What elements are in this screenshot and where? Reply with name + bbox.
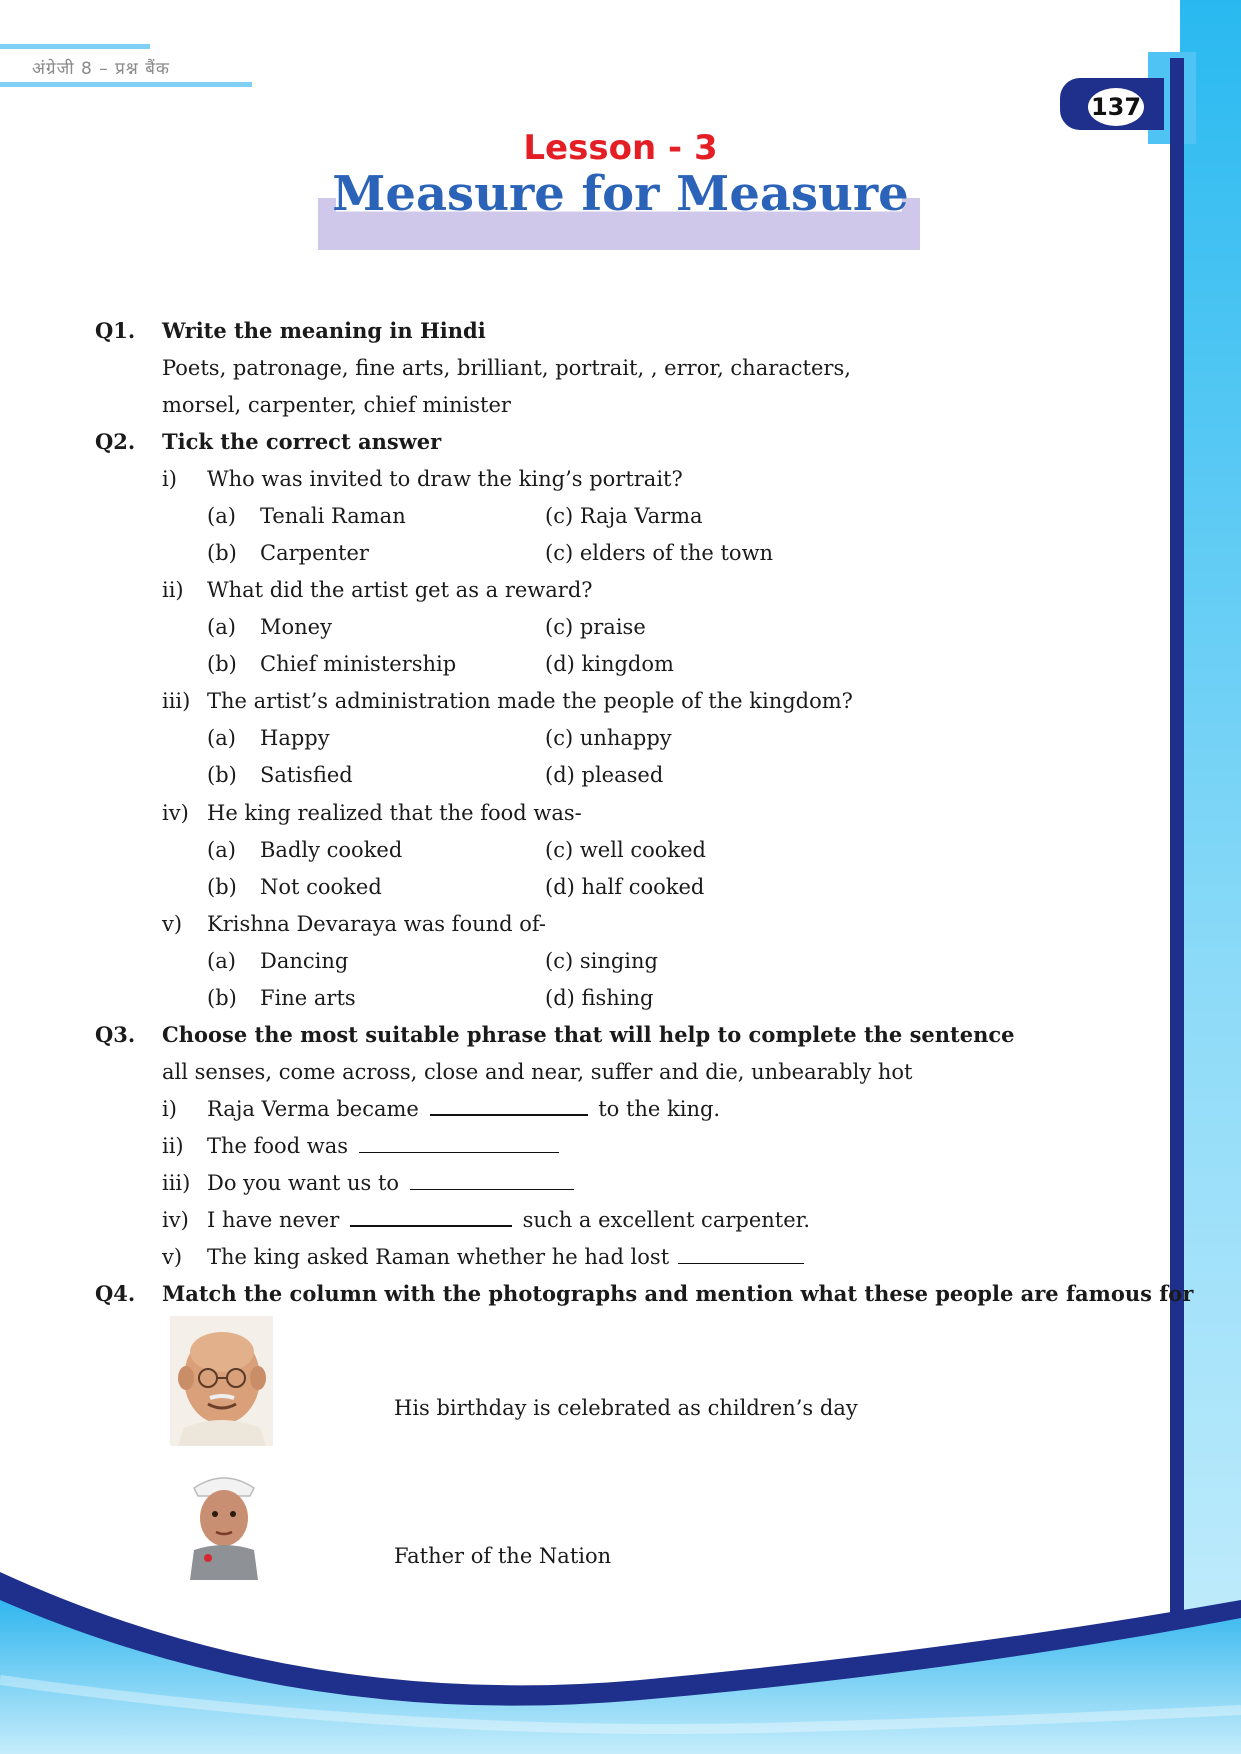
page-number: 137	[1088, 88, 1144, 126]
option-label: (b)	[207, 986, 237, 1010]
q3-item-number: iv)	[162, 1208, 189, 1232]
option-b[interactable]: Chief ministership	[260, 652, 457, 676]
option-c[interactable]: (c) unhappy	[545, 726, 672, 750]
option-d[interactable]: (d) half cooked	[545, 875, 705, 899]
option-d[interactable]: (c) elders of the town	[545, 541, 774, 565]
match-description-1: His birthday is celebrated as children’s day	[394, 1396, 858, 1420]
answer-blank[interactable]	[678, 1245, 804, 1264]
q2-item-question: He king realized that the food was-	[207, 801, 582, 825]
bottom-wave-decoration	[0, 1560, 1241, 1754]
sentence-start: I have never	[207, 1208, 340, 1232]
q3-item-sentence	[207, 1206, 810, 1234]
q3-item-number: iii)	[162, 1171, 191, 1195]
q3-item-sentence	[207, 1243, 804, 1271]
sentence-start: The food was	[207, 1134, 349, 1158]
option-a[interactable]: Happy	[260, 726, 330, 750]
q3-item-sentence	[207, 1095, 720, 1123]
option-label: (b)	[207, 875, 237, 899]
option-label: (a)	[207, 504, 236, 528]
option-a[interactable]: Money	[260, 615, 332, 639]
option-label: (a)	[207, 615, 236, 639]
header-rule-top	[0, 44, 150, 49]
match-description-2: Father of the Nation	[394, 1544, 612, 1568]
q4-heading: Match the column with the photographs and mention what these people are famous for	[162, 1281, 1194, 1306]
q2-item-number: i)	[162, 467, 177, 491]
option-label: (b)	[207, 652, 237, 676]
answer-blank[interactable]	[350, 1207, 512, 1227]
q2-heading: Tick the correct answer	[162, 429, 442, 454]
q2-item-number: iv)	[162, 801, 189, 825]
answer-blank[interactable]	[430, 1096, 588, 1116]
option-b[interactable]: Carpenter	[260, 541, 369, 565]
q3-item-number: ii)	[162, 1134, 184, 1158]
option-c[interactable]: (c) Raja Varma	[545, 504, 703, 528]
option-c[interactable]: (c) singing	[545, 949, 658, 973]
answer-blank[interactable]	[359, 1134, 559, 1153]
option-label: (b)	[207, 541, 237, 565]
q3-item-sentence	[207, 1169, 574, 1197]
option-c[interactable]: (c) praise	[545, 615, 646, 639]
q1-words-line1: Poets, patronage, fine arts, brilliant, portrait, , error, characters,	[162, 356, 851, 380]
option-c[interactable]: (c) well cooked	[545, 838, 706, 862]
option-d[interactable]: (d) fishing	[545, 986, 654, 1010]
q1-number: Q1.	[95, 318, 136, 343]
q2-item-number: v)	[162, 912, 183, 936]
option-a[interactable]: Dancing	[260, 949, 349, 973]
q1-words-line2: morsel, carpenter, chief minister	[162, 393, 511, 417]
sentence-end: such a excellent carpenter.	[522, 1208, 811, 1232]
q2-item-number: ii)	[162, 578, 184, 602]
option-label: (a)	[207, 949, 236, 973]
sentence-start: Raja Verma became	[207, 1097, 419, 1121]
option-d[interactable]: (d) pleased	[545, 763, 664, 787]
option-b[interactable]: Not cooked	[260, 875, 382, 899]
q2-item-question: Krishna Devaraya was found of-	[207, 912, 547, 936]
sentence-start: Do you want us to	[207, 1171, 400, 1195]
lesson-title: Measure for Measure	[332, 166, 909, 222]
lesson-label: Lesson - 3	[523, 128, 718, 168]
option-a[interactable]: Tenali Raman	[260, 504, 406, 528]
book-label: अंग्रेजी 8 – प्रश्न बैंक	[32, 59, 170, 79]
q4-number: Q4.	[95, 1281, 136, 1306]
q2-number: Q2.	[95, 429, 136, 454]
q3-number: Q3.	[95, 1022, 136, 1047]
option-label: (a)	[207, 726, 236, 750]
option-b[interactable]: Satisfied	[260, 763, 353, 787]
q1-heading: Write the meaning in Hindi	[162, 318, 486, 343]
portrait-photo-1	[170, 1316, 273, 1446]
option-label: (b)	[207, 763, 237, 787]
q2-item-question: What did the artist get as a reward?	[207, 578, 593, 602]
q3-phrase-bank: all senses, come across, close and near, suffer and die, unbearably hot	[162, 1060, 913, 1084]
q3-item-number: v)	[162, 1245, 183, 1269]
right-side-stripe	[1170, 58, 1184, 1618]
q2-item-question: Who was invited to draw the king’s portrait?	[207, 467, 683, 491]
sentence-start: The king asked Raman whether he had lost	[207, 1245, 670, 1269]
q3-item-sentence	[207, 1132, 559, 1160]
option-b[interactable]: Fine arts	[260, 986, 356, 1010]
option-a[interactable]: Badly cooked	[260, 838, 403, 862]
q2-item-question: The artist’s administration made the people of the kingdom?	[207, 689, 853, 713]
q3-item-number: i)	[162, 1097, 177, 1121]
q3-heading: Choose the most suitable phrase that will help to complete the sentence	[162, 1022, 1015, 1047]
option-label: (a)	[207, 838, 236, 862]
right-side-band	[1180, 0, 1241, 1754]
answer-blank[interactable]	[410, 1171, 574, 1190]
q2-item-number: iii)	[162, 689, 191, 713]
sentence-end: to the king.	[598, 1097, 721, 1121]
header-rule-bottom	[0, 82, 252, 87]
option-d[interactable]: (d) kingdom	[545, 652, 674, 676]
